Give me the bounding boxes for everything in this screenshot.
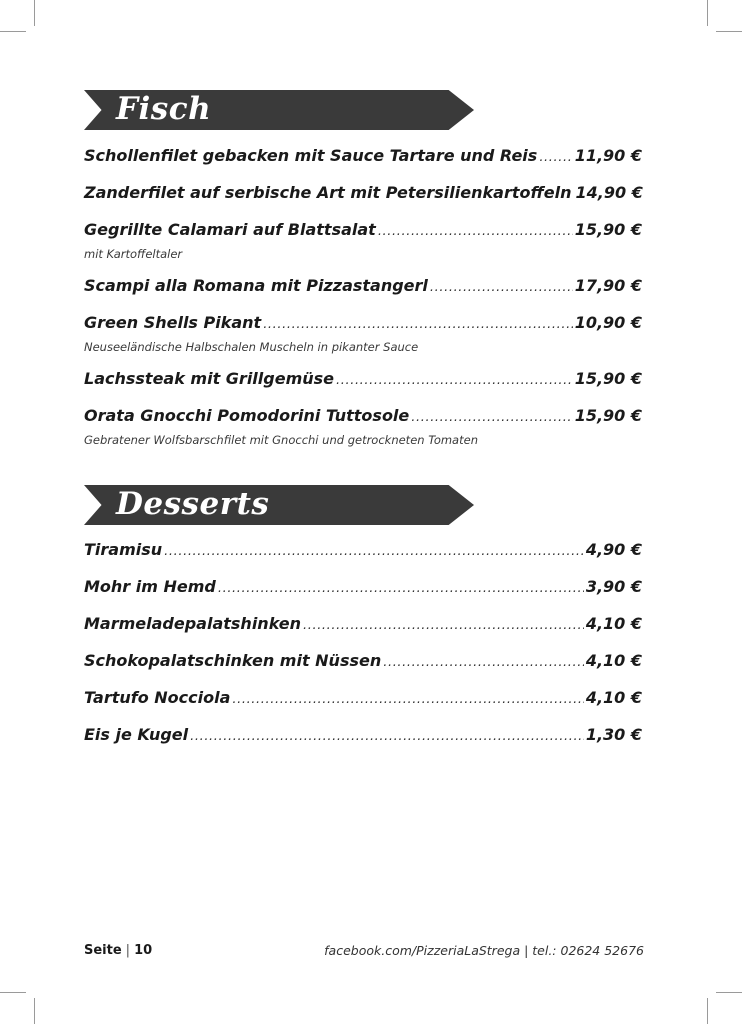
menu-item-price: 15,90 €	[574, 406, 642, 425]
dot-leader	[378, 224, 573, 239]
dot-leader	[218, 581, 584, 596]
dot-leader	[232, 692, 583, 707]
menu-item	[84, 577, 642, 601]
menu-item-price: 15,90 €	[574, 369, 642, 388]
menu-item	[84, 651, 642, 675]
menu-item	[84, 688, 642, 712]
menu-item	[84, 220, 642, 244]
menu-item-name: Schokopalatschinken mit Nüssen	[84, 651, 382, 670]
menu-item	[84, 614, 642, 638]
menu-item-name: Zanderfilet auf serbische Art mit Petersilienkartoffeln	[84, 183, 572, 202]
dot-leader	[336, 373, 573, 388]
crop-mark	[707, 998, 708, 1024]
crop-mark	[707, 0, 708, 26]
menu-item	[84, 406, 642, 430]
dot-leader	[263, 317, 572, 332]
dot-leader	[430, 280, 573, 295]
menu-item-name: Gegrillte Calamari auf Blattsalat	[84, 220, 376, 239]
menu-item-name: Lachssteak mit Grillgemüse	[84, 369, 335, 388]
menu-item-name: Mohr im Hemd	[84, 577, 216, 596]
menu-item-price: 4,90 €	[585, 540, 642, 559]
dot-leader	[190, 729, 584, 744]
menu-item	[84, 276, 642, 300]
menu-item-price: 17,90 €	[574, 276, 642, 295]
crop-mark	[0, 992, 26, 993]
menu-item-price: 3,90 €	[585, 577, 642, 596]
menu-item-name: Tartufo Nocciola	[84, 688, 231, 707]
menu-item-description: Neuseeländische Halbschalen Muscheln in pikanter Sauce	[84, 340, 419, 354]
dot-leader	[383, 655, 584, 670]
crop-mark	[34, 998, 35, 1024]
menu-item-description: Gebratener Wolfsbarschfilet mit Gnocchi und getrockneten Tomaten	[84, 433, 478, 447]
dot-leader	[164, 544, 584, 559]
menu-item-name: Orata Gnocchi Pomodorini Tuttosole	[84, 406, 410, 425]
crop-mark	[716, 992, 742, 993]
dot-leader	[303, 618, 584, 633]
section-title-desserts: Desserts	[116, 486, 270, 522]
footer-contact: facebook.com/PizzeriaLaStrega | tel.: 02624 52676	[324, 943, 644, 958]
menu-item-price: 11,90 €	[574, 146, 642, 165]
menu-item-price: 14,90 €	[575, 183, 643, 202]
dot-leader	[539, 150, 572, 165]
page-label: Seite	[84, 943, 122, 958]
menu-item-price: 4,10 €	[585, 688, 642, 707]
menu-item	[84, 369, 642, 393]
menu-item-price: 4,10 €	[585, 614, 642, 633]
footer-separator: |	[125, 943, 131, 958]
menu-item-name: Marmeladepalatshinken	[84, 614, 301, 633]
menu-item	[84, 313, 642, 337]
crop-mark	[0, 31, 26, 32]
dot-leader	[411, 410, 572, 425]
page-footer-number	[84, 943, 152, 958]
menu-item-price: 10,90 €	[574, 313, 642, 332]
crop-mark	[716, 31, 742, 32]
menu-item-price: 15,90 €	[574, 220, 642, 239]
section-title-fisch: Fisch	[116, 91, 212, 127]
menu-item-name: Green Shells Pikant	[84, 313, 262, 332]
page-number: 10	[134, 943, 153, 958]
menu-item-name: Schollenfilet gebacken mit Sauce Tartare und Reis	[84, 146, 538, 165]
menu-item-description: mit Kartoffeltaler	[84, 247, 183, 261]
menu-item-price: 1,30 €	[585, 725, 642, 744]
menu-item-name: Eis je Kugel	[84, 725, 189, 744]
crop-mark	[34, 0, 35, 26]
menu-item	[84, 146, 642, 170]
menu-item-name: Tiramisu	[84, 540, 163, 559]
menu-item	[84, 183, 642, 207]
menu-item-name: Scampi alla Romana mit Pizzastangerl	[84, 276, 428, 295]
menu-item	[84, 725, 642, 749]
menu-item-price: 4,10 €	[585, 651, 642, 670]
menu-item	[84, 540, 642, 564]
